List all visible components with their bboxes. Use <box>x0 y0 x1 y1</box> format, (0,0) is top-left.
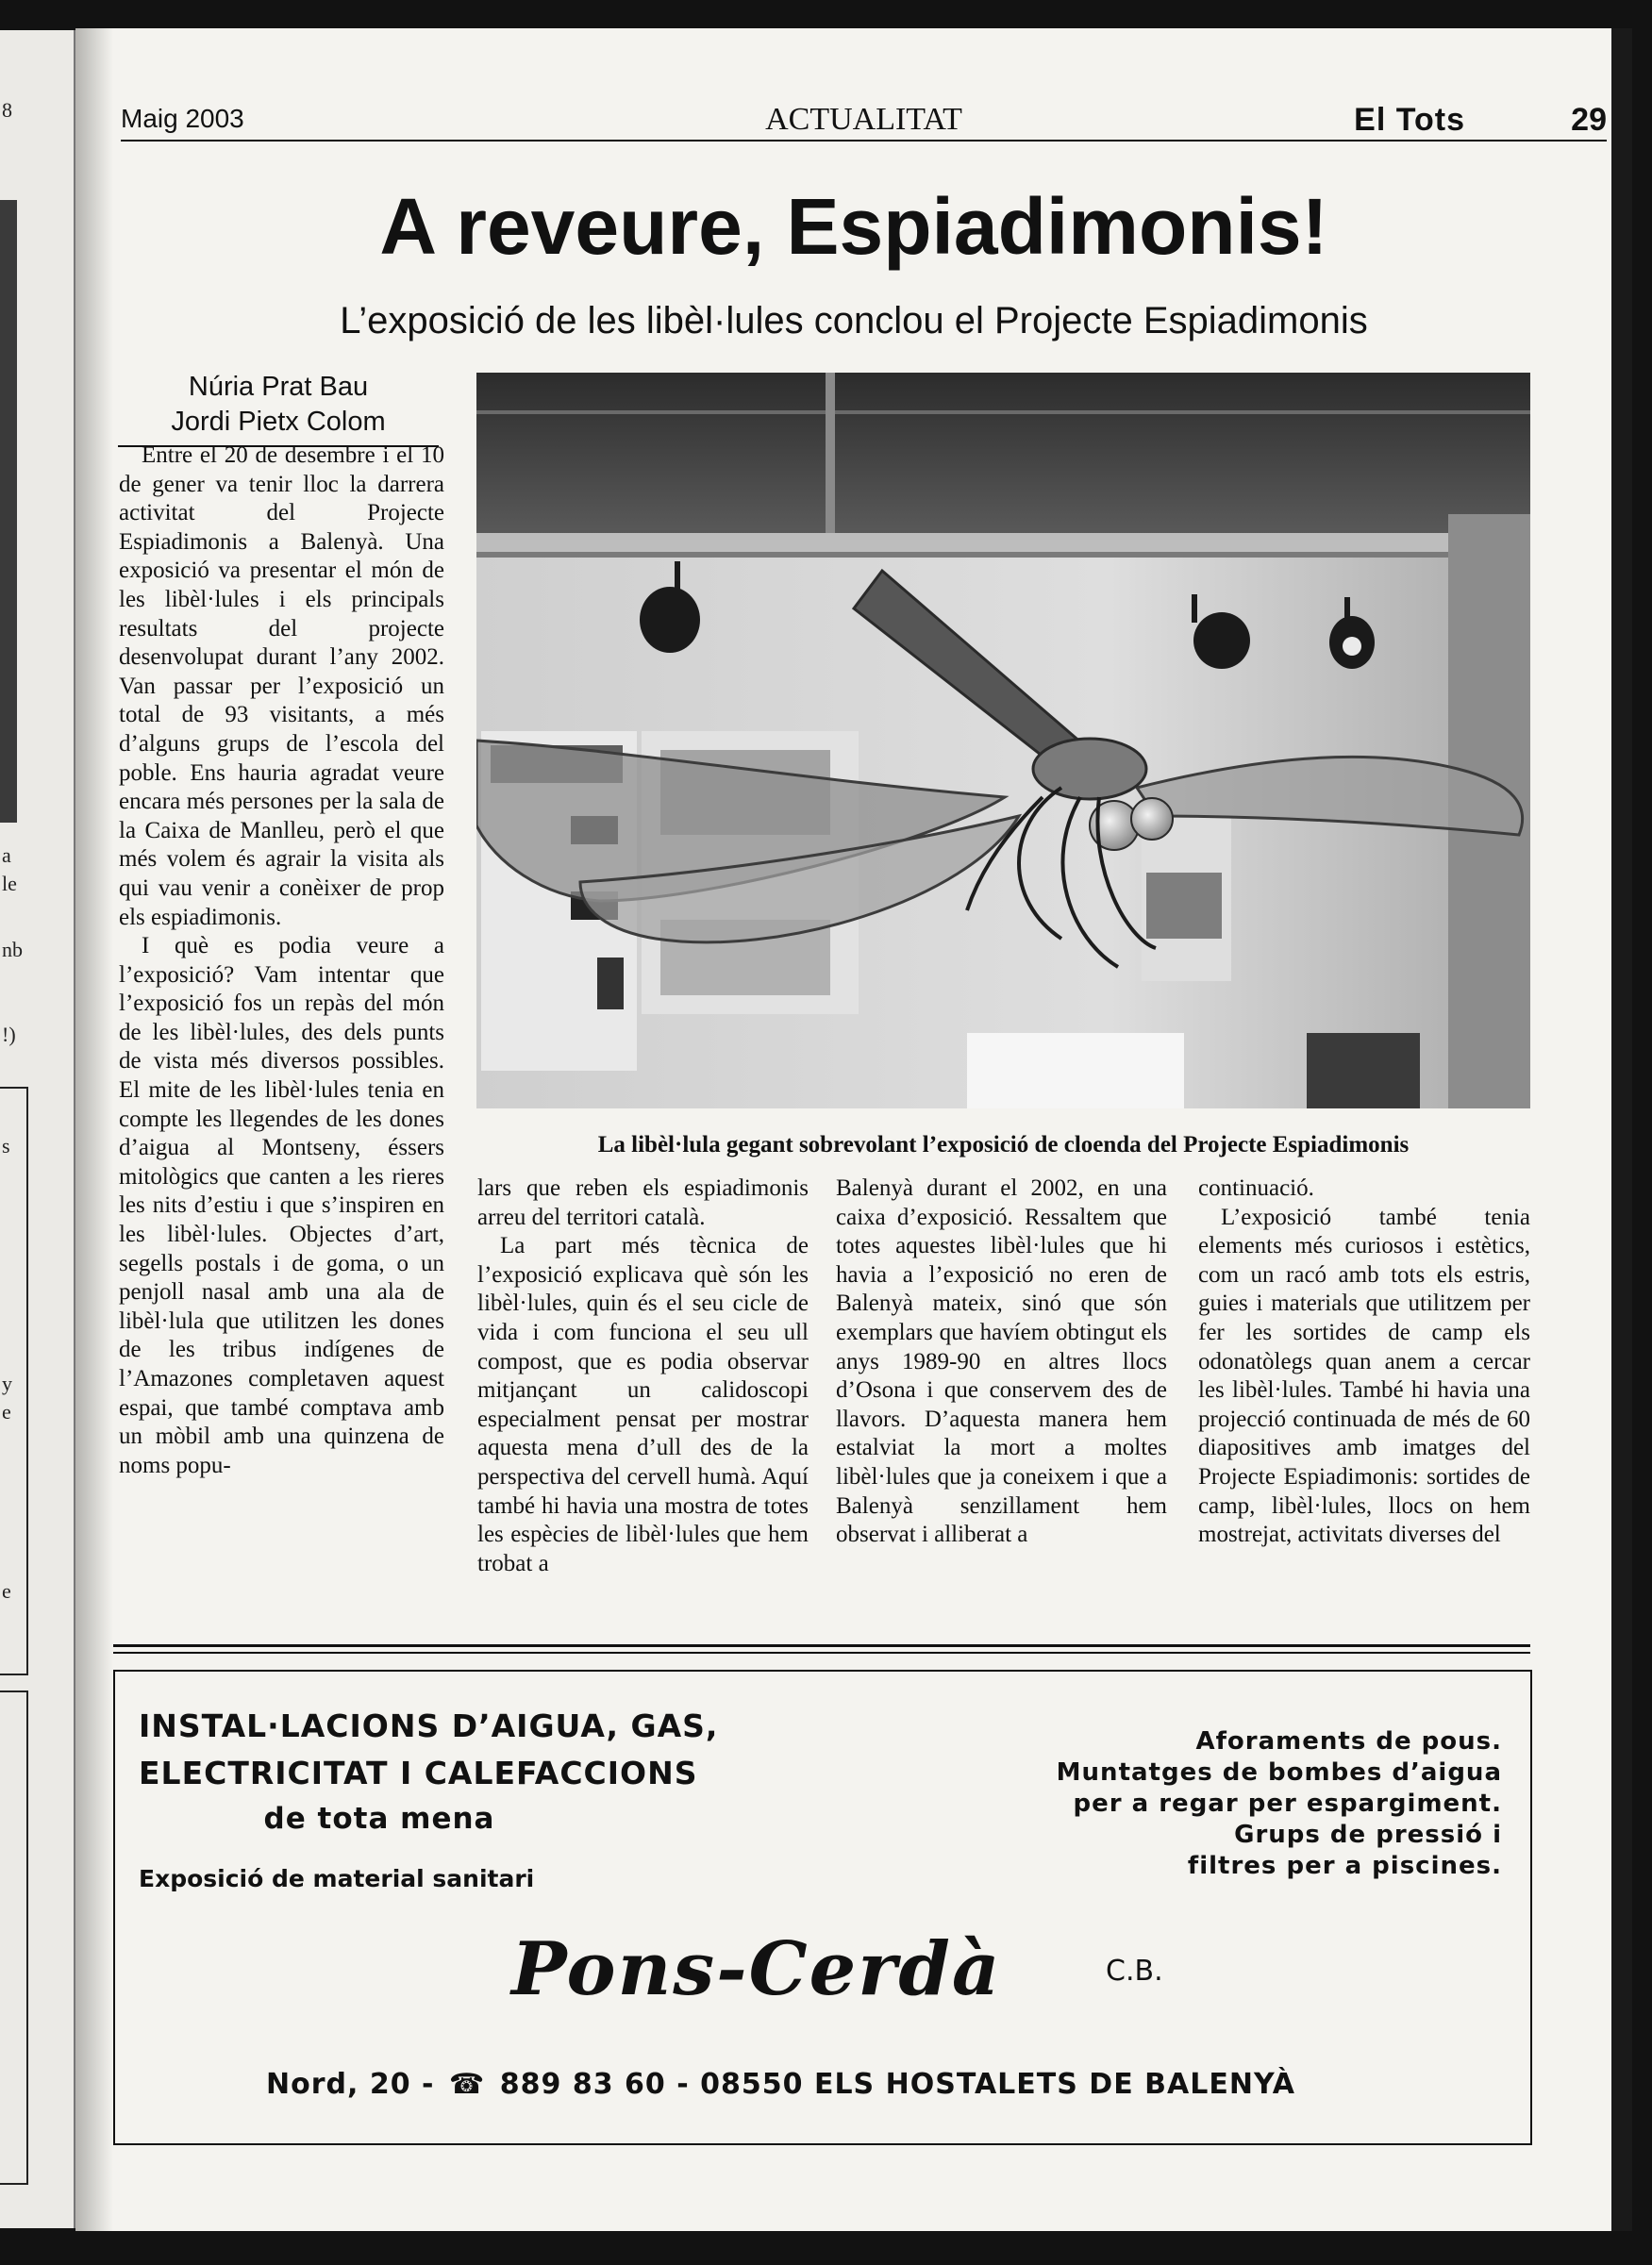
ad-headline: ELECTRICITAT I CALEFACCIONS <box>139 1755 698 1791</box>
left-page-text-fragment: s <box>2 1134 10 1157</box>
article-title: A reveure, Espiadimonis! <box>379 182 1328 271</box>
article-paragraph: La part més tècnica de l’exposició explicava què són les libèl·lules, quin és el seu cicle de vida i com funciona el seu ull compost, que es podia observar mitjançant un calidoscopi especialment pensat per mostrar aquesta mena d’ull des de la perspectiva del cervell humà. Aquí també hi havia una mostra de totes les espècies de libèl·lules que hem trobat a <box>477 1233 809 1576</box>
ad-service-item: Muntatges de bombes d’aigua <box>1056 1758 1502 1787</box>
advertisement-box <box>113 1670 1532 2145</box>
ad-services-list <box>974 1726 1502 1882</box>
left-page-box-fragment <box>0 1087 28 1675</box>
advertisement-rule <box>113 1652 1530 1654</box>
left-page-box-fragment <box>0 1690 28 2185</box>
ad-contact-line <box>266 2068 1295 2101</box>
page-edge-strip <box>1611 28 1632 2231</box>
author-name: Núria Prat Bau <box>188 372 369 402</box>
article-column-3 <box>836 1174 1167 1550</box>
issue-date: Maig 2003 <box>121 104 244 133</box>
article-subtitle: L’exposició de les libèl·lules conclou el Projecte Espiadimonis <box>340 300 1368 341</box>
section-title: ACTUALITAT <box>765 102 962 137</box>
left-page-text-fragment: le <box>2 872 17 895</box>
ad-locality: - 08550 ELS HOSTALETS DE BALENYÀ <box>676 2068 1296 2101</box>
article-paragraph: Entre el 20 de desembre i el 10 de gener va tenir lloc la darrera activitat del Projecte Espiadimonis a Balenyà. Una exposició va presentar el món de les libèl·lules i els principals resultats del projecte desenvolupat durant l’any 2002. Van passar per l’exposició un total de 93 visitants, a més d’alguns grups de l’escola del poble. Ens hauria agradat veure encara més persones per la sala de la Caixa de Manlleu, però el que més volem és agrair la visita als qui vau venir a conèixer de prop els espiadimonis. <box>119 442 444 930</box>
magazine-page <box>75 28 1632 2231</box>
photo-caption: La libèl·lula gegant sobrevolant l’exposició de cloenda del Projecte Espiadimonis <box>597 1132 1410 1157</box>
left-page-photo-fragment <box>0 200 17 823</box>
ad-headline: INSTAL·LACIONS D’AIGUA, GAS, <box>139 1707 719 1744</box>
article-paragraph: continuació. <box>1198 1175 1314 1201</box>
ad-address: Nord, 20 - <box>266 2068 435 2101</box>
left-page-text-fragment: e <box>2 1579 11 1603</box>
page-gutter-shadow <box>75 28 113 2231</box>
ad-brand-suffix: C.B. <box>1106 1955 1163 1988</box>
article-paragraph: Balenyà durant el 2002, en una caixa d’exposició. Ressaltem que totes aquestes libèl·lules que hi havia a l’exposició no eren de Balenyà mateix, sinó que són exemplars que havíem obtingut els anys 1989-90 en altres llocs d’Osona i que conservem des de llavors. D’aquesta manera hem estalviat la mort a moltes libèl·lules que ja coneixem i que a Balenyà senzillament hem observat i alliberat a <box>836 1175 1167 1548</box>
article-column-2 <box>477 1174 809 1578</box>
article-paragraph: L’exposició també tenia elements més curiosos i estètics, com un racó amb tots els estris, guies i materials que utilitzem per fer les sortides de camp els odonatòlegs quan anem a cercar les libèl·lules. També hi havia una projecció continuada de més de 60 diapositives amb imatges del Projecte Espiadimonis: sortides de camp, libèl·lules, llocs on hem mostrejat, activitats diverses del <box>1198 1204 1530 1548</box>
ad-subheadline: de tota mena <box>263 1802 495 1836</box>
author-name: Jordi Pietx Colom <box>171 407 386 437</box>
magazine-name: El Tots <box>1354 102 1465 138</box>
ad-service-item: per a regar per espargiment. <box>1073 1790 1502 1818</box>
left-page-text-fragment: nb <box>2 938 23 961</box>
page-number: 29 <box>1571 102 1607 138</box>
ad-service-item: Aforaments de pous. <box>1195 1727 1502 1756</box>
article-paragraph: I què es podia veure a l’exposició? Vam intentar que l’exposició fos un repàs del món de les libèl·lules, des dels punts de vista més diversos possibles. El mite de les libèl·lules tenia en compte les llegendes de les dones d’aigua al Montseny, éssers mitològics que canten a les rieres les nits d’estiu i que s’inspiren en les libèl·lules. Objectes d’art, segells postals i de goma, o un penjoll nasal amb una ala de libèl·lula que utilitzen les dones de les tribus indígenes de l’Amazones completaven aquest espai, que també comptava amb un mòbil amb una quinzena de noms popu- <box>119 933 444 1478</box>
article-column-1 <box>119 441 444 1480</box>
article-column-4 <box>1198 1174 1530 1550</box>
ad-service-item: Grups de pressió i <box>1234 1821 1502 1849</box>
left-page-text-fragment: a <box>2 843 11 867</box>
ad-showroom-text: Exposició de material sanitari <box>139 1865 535 1892</box>
left-page-text-fragment: e <box>2 1400 11 1424</box>
left-page-text-fragment: !) <box>2 1023 16 1046</box>
ad-brand-logo: Pons-Cerdà <box>511 1926 1002 2012</box>
ad-service-item: filtres per a piscines. <box>1187 1852 1502 1880</box>
giant-dragonfly-photo <box>476 373 1530 1108</box>
article-paragraph: lars que reben els espiadimonis arreu del territori català. <box>477 1175 809 1230</box>
telephone-icon: ☎ <box>448 2068 486 2101</box>
article-photo <box>476 373 1530 1108</box>
left-page-number-fragment: 8 <box>2 98 12 122</box>
left-page-text-fragment: y <box>2 1372 12 1395</box>
article-byline <box>118 370 439 447</box>
advertisement-rule <box>113 1644 1530 1647</box>
ad-phone: 889 83 60 <box>499 2068 666 2101</box>
left-page-edge <box>0 30 75 2228</box>
page-header <box>121 83 1607 142</box>
